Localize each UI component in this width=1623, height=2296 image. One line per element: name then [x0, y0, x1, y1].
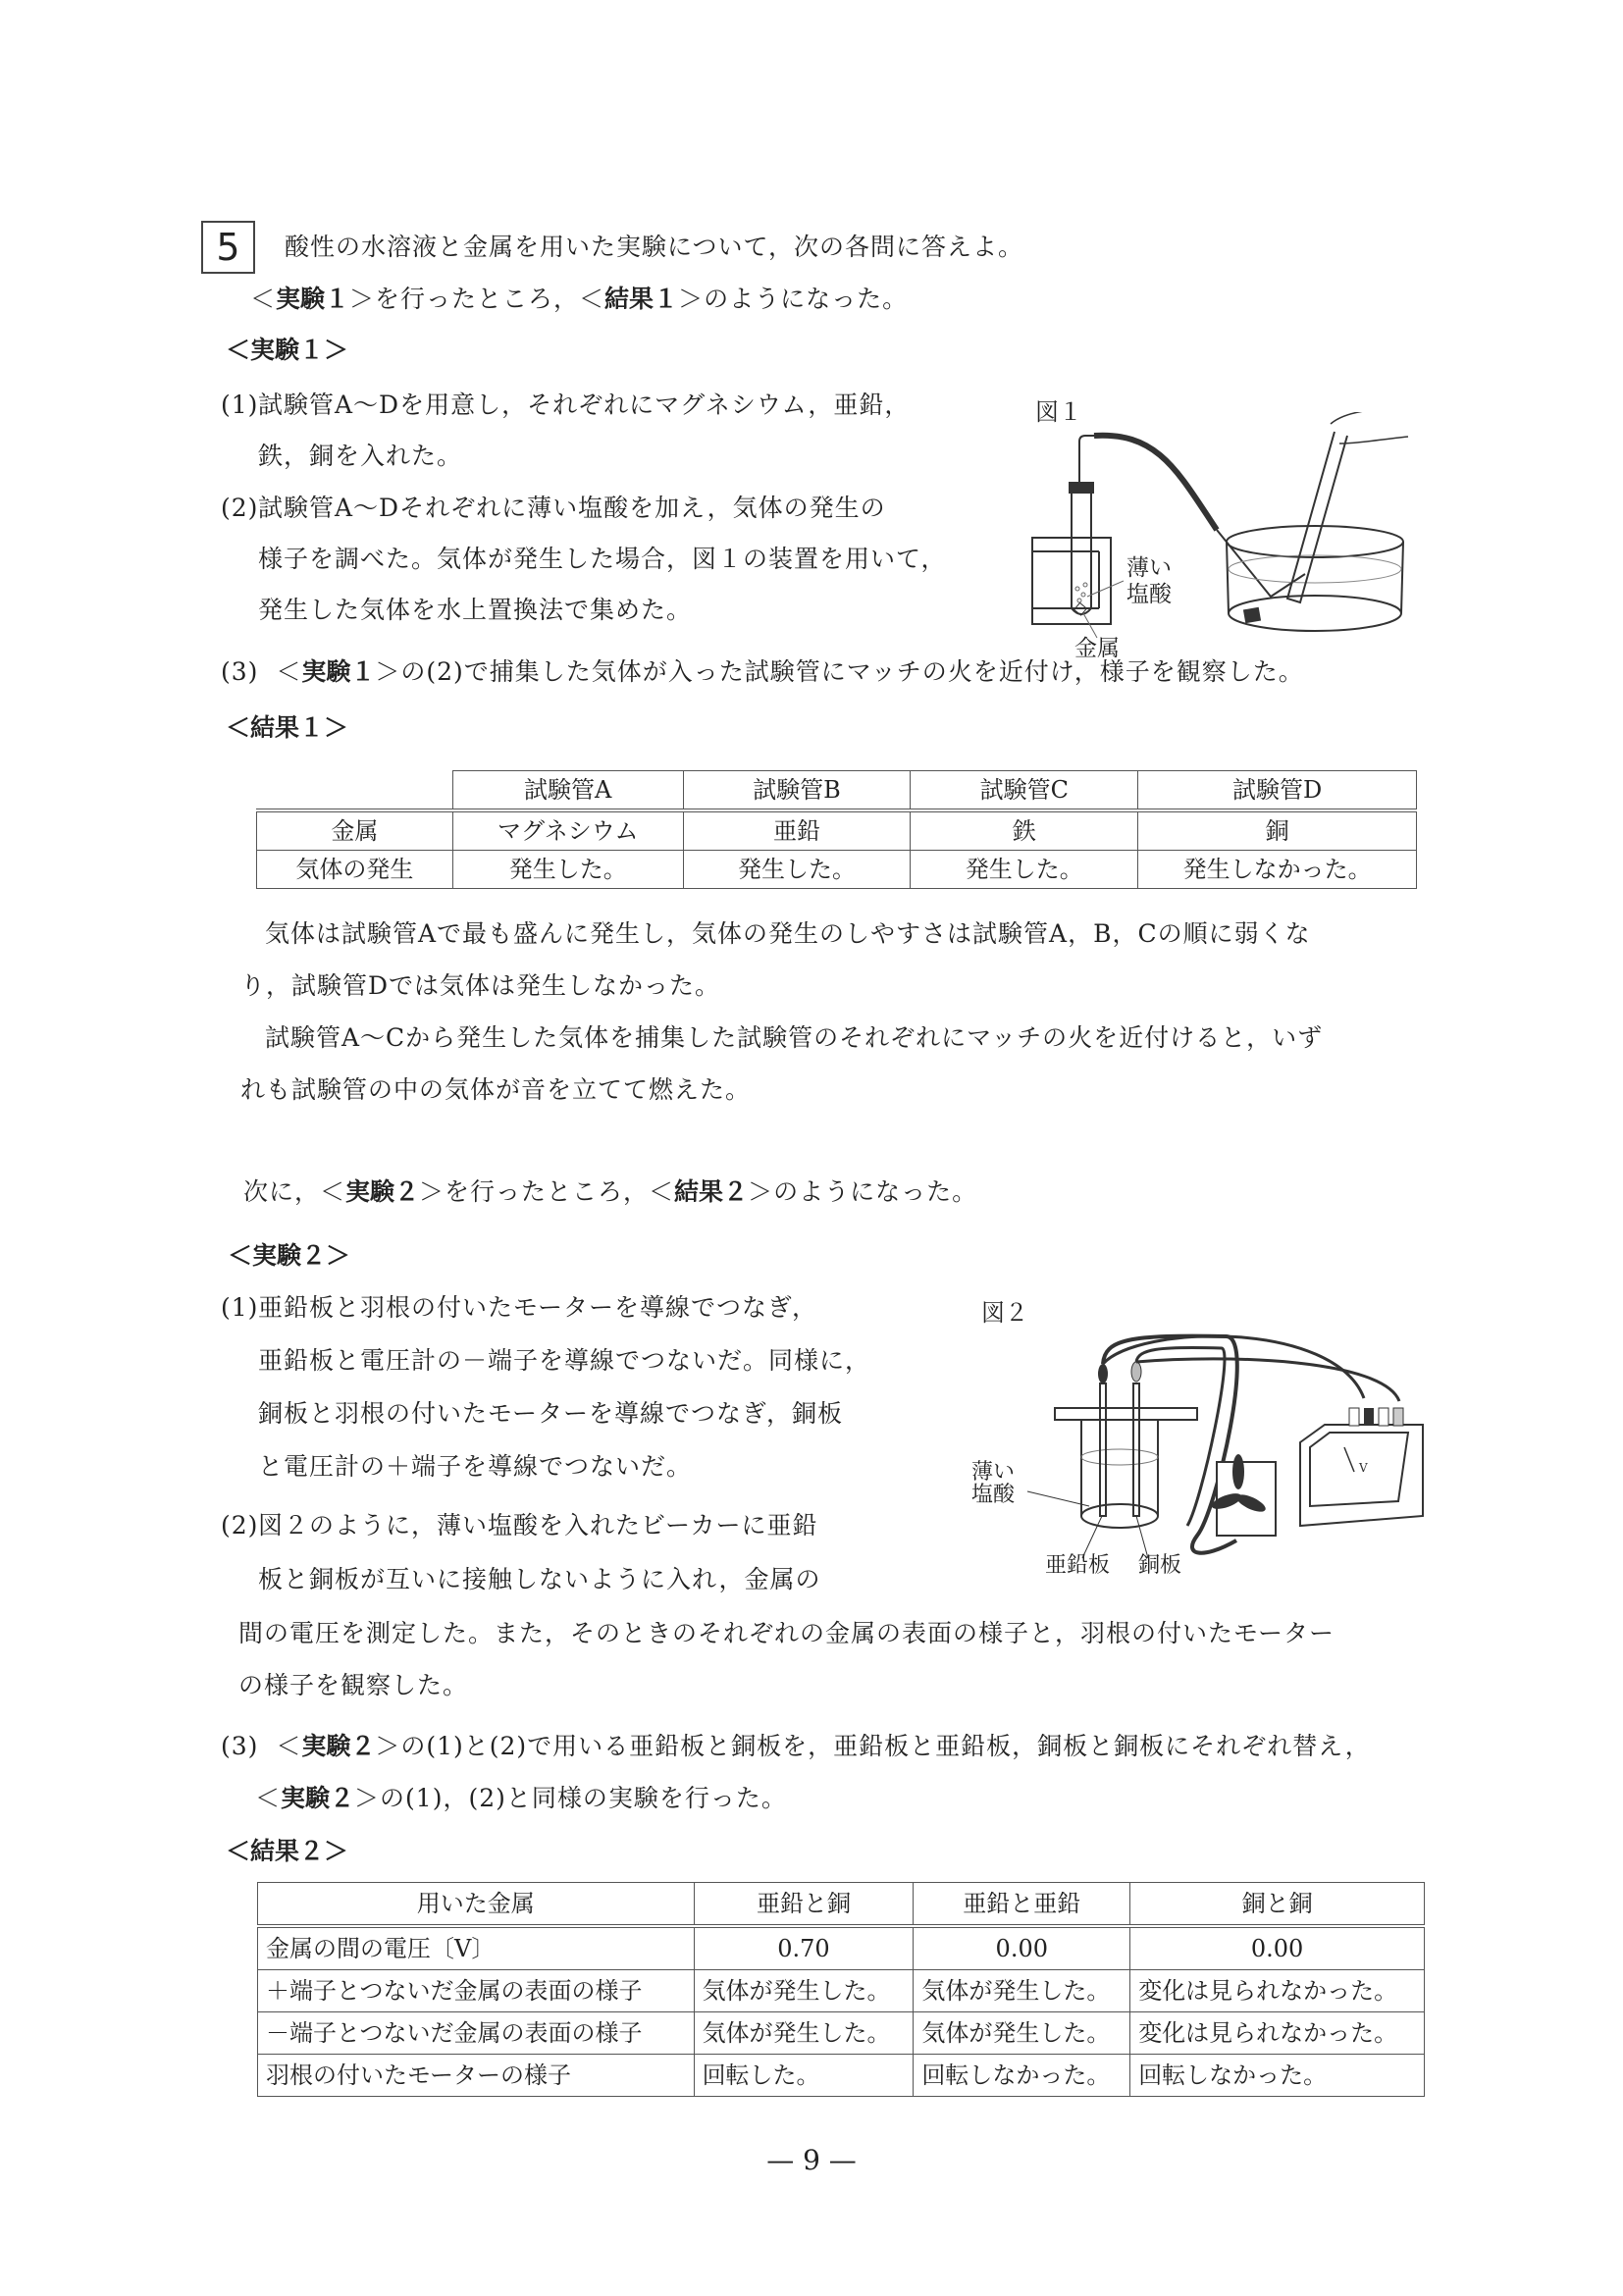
table-cell: 気体が発生した。 [694, 1970, 914, 2012]
question-number: 5 [216, 226, 240, 269]
result1-paragraph2-line2: れも試験管の中の気体が音を立てて燃えた。 [240, 1075, 752, 1104]
table-cell: 気体が発生した。 [914, 1970, 1130, 2012]
table-cell: 0.00 [914, 1926, 1130, 1970]
column-header: 試験管D [1138, 771, 1417, 811]
lead-text: ＞を行ったところ，＜ [419, 1177, 675, 1206]
step-text: ＞の(1)と(2)で用いる亜鉛板と銅板を，亜鉛板と亜鉛板，銅板と銅板にそれぞれ替え， [375, 1732, 1371, 1760]
step-text: ＜ [255, 1784, 282, 1812]
figure2-label-copper-plate: 銅板 [1138, 1553, 1182, 1578]
table-cell: 気体が発生した。 [914, 2012, 1130, 2055]
exp2-step1-line1: 亜鉛板と羽根の付いたモーターを導線でつなぎ， [258, 1293, 818, 1322]
table-cell: 0.00 [1130, 1926, 1425, 1970]
figure1-title: 図１ [1035, 398, 1082, 426]
exp2-step1-line3: 銅板と羽根の付いたモーターを導線でつなぎ，銅板 [258, 1399, 844, 1428]
exp1-step2-line3: 発生した気体を水上置換法で集めた。 [258, 596, 693, 624]
lead-experiment-ref: 実験２ [345, 1177, 420, 1206]
result1-paragraph2-line1: 試験管A～Cから発生した気体を捕集した試験管のそれぞれにマッチの火を近付けると，いず [265, 1023, 1324, 1052]
question-number-box [201, 221, 255, 274]
table-cell: 回転した。 [694, 2055, 914, 2097]
table-cell: 0.70 [694, 1926, 914, 1970]
column-header: 亜鉛と銅 [694, 1883, 914, 1927]
exp2-step2-line3: 間の電圧を測定した。また，そのときのそれぞれの金属の表面の様子と，羽根の付いたモーター [238, 1619, 1335, 1647]
figure2-voltaic-cell-apparatus [971, 1315, 1433, 1580]
column-header: 試験管A [452, 771, 683, 811]
table-cell: 鉄 [911, 810, 1138, 851]
table-header-row [258, 1883, 1425, 1927]
table-cell: 変化は見られなかった。 [1130, 1970, 1425, 2012]
column-header: 試験管C [911, 771, 1138, 811]
table-corner [257, 771, 453, 811]
table-cell: 発生した。 [452, 851, 683, 889]
experiment-ref: 実験２ [281, 1784, 355, 1812]
table-row [258, 1926, 1425, 1970]
clip-icon [1131, 1362, 1141, 1382]
lead-text: ＞のようになった。 [748, 1177, 978, 1206]
result1-paragraph1-line1: 気体は試験管Aで最も盛んに発生し，気体の発生のしやすさは試験管A，B，Cの順に弱くな [265, 919, 1311, 948]
voltmeter-icon [1300, 1408, 1423, 1526]
table-row [258, 2055, 1425, 2097]
experiment1-lead [250, 285, 908, 314]
exp2-step2-line1: 図２のように，薄い塩酸を入れたビーカーに亜鉛 [258, 1511, 818, 1539]
column-header: 用いた金属 [258, 1883, 695, 1927]
result1-heading: ＜結果１＞ [226, 713, 349, 742]
exp2-step1-line4: と電圧計の＋端子を導線でつないだ。 [258, 1452, 693, 1481]
exp1-step2-line1: 試験管A～Dそれぞれに薄い塩酸を加え，気体の発生の [258, 494, 886, 522]
experiment1-heading: ＜実験１＞ [226, 336, 349, 364]
figure2-title: 図２ [981, 1299, 1028, 1327]
row-label: 金属 [257, 810, 453, 851]
table-header-row [257, 771, 1417, 811]
table-cell: 銅 [1138, 810, 1417, 851]
table-cell: 変化は見られなかった。 [1130, 2012, 1425, 2055]
row-label: －端子とつないだ金属の表面の様子 [258, 2012, 695, 2055]
result2-table [257, 1882, 1425, 2097]
exp2-step3-line2 [255, 1784, 787, 1813]
wire-icon [1136, 1359, 1399, 1401]
lead-text: 次に，＜ [243, 1177, 346, 1206]
column-header: 亜鉛と亜鉛 [914, 1883, 1130, 1927]
table-row [258, 1970, 1425, 2012]
table-cell: 回転しなかった。 [1130, 2055, 1425, 2097]
column-header: 銅と銅 [1130, 1883, 1425, 1927]
table-row [257, 810, 1417, 851]
lead-result-ref: 結果２ [674, 1177, 749, 1206]
figure2-label-acid-2: 塩酸 [971, 1483, 1016, 1507]
table-cell: 回転しなかった。 [914, 2055, 1130, 2097]
table-cell: 発生した。 [911, 851, 1138, 889]
test-tube-icon [1070, 436, 1094, 614]
row-label: ＋端子とつないだ金属の表面の様子 [258, 1970, 695, 2012]
experiment-ref: 実験２ [301, 1732, 376, 1760]
exp1-step3 [221, 657, 1304, 687]
row-label: 気体の発生 [257, 851, 453, 889]
table-row [257, 851, 1417, 889]
lead-text: ＞を行ったところ，＜ [349, 285, 605, 313]
fan-motor-icon [1210, 1454, 1276, 1536]
step-number: (3) [221, 657, 259, 686]
exp2-step1-num: (1) [221, 1293, 259, 1322]
exp1-step2-line2: 様子を調べた。気体が発生した場合，図１の装置を用いて， [258, 545, 947, 573]
result1-paragraph1-line2: り，試験管Dでは気体は発生しなかった。 [240, 971, 721, 1000]
lead-result-ref: 結果１ [604, 285, 679, 313]
experiment2-heading: ＜実験２＞ [228, 1241, 351, 1270]
clip-icon [1098, 1364, 1108, 1383]
exp2-step2-line4: の様子を観察した。 [238, 1671, 469, 1699]
step-text: ＜ [276, 1732, 302, 1760]
experiment2-lead [243, 1177, 977, 1207]
rubber-hose-icon [1094, 436, 1217, 530]
table-cell: マグネシウム [452, 810, 683, 851]
exp1-step2-num: (2) [221, 494, 259, 522]
result1-table [256, 770, 1417, 889]
row-label: 金属の間の電圧〔V〕 [258, 1926, 695, 1970]
exp1-step1-line1: 試験管A～Dを用意し，それぞれにマグネシウム，亜鉛， [258, 391, 911, 419]
collection-tube-icon [1287, 432, 1347, 602]
lead-text: ＞のようになった。 [678, 285, 909, 313]
figure2-label-acid-1: 薄い [971, 1460, 1016, 1485]
result2-heading: ＜結果２＞ [226, 1837, 349, 1865]
figure1-label-metal: 金属 [1074, 636, 1120, 657]
lead-text: ＜ [250, 285, 277, 313]
exp1-step1-line2: 鉄，銅を入れた。 [258, 442, 463, 470]
question-intro: 酸性の水溶液と金属を用いた実験について，次の各問に答えよ。 [285, 233, 1024, 261]
hand-icon [1331, 412, 1408, 444]
table-cell: 発生しなかった。 [1138, 851, 1417, 889]
table-cell: 気体が発生した。 [694, 2012, 914, 2055]
exp2-step3-line1 [221, 1732, 1371, 1761]
lead-experiment-ref: 実験１ [276, 285, 350, 313]
step-text: ＞の(1)，(2)と同様の実験を行った。 [354, 1784, 787, 1812]
page-number: — 9 — [766, 2144, 857, 2176]
step-number: (3) [221, 1732, 259, 1760]
figure1-gas-collection-apparatus [1021, 412, 1433, 657]
svg-text:V: V [1359, 1461, 1368, 1475]
exp2-step2-num: (2) [221, 1511, 259, 1539]
beaker-icon [1055, 1408, 1197, 1528]
row-label: 羽根の付いたモーターの様子 [258, 2055, 695, 2097]
column-header: 試験管B [683, 771, 911, 811]
exp2-step1-line2: 亜鉛板と電圧計の－端子を導線でつないだ。同様に， [258, 1346, 871, 1375]
figure1-label-acid-1: 薄い [1126, 555, 1172, 581]
step-text: ＞の(2)で捕集した気体が入った試験管にマッチの火を近付け，様子を観察した。 [375, 657, 1304, 686]
figure1-label-acid-2: 塩酸 [1126, 582, 1172, 607]
experiment-ref: 実験１ [301, 657, 376, 686]
figure2-label-zinc-plate: 亜鉛板 [1045, 1553, 1111, 1578]
exp2-step2-line2: 板と銅板が互いに接触しないように入れ，金属の [258, 1565, 821, 1593]
table-row [258, 2012, 1425, 2055]
exp1-step1-num: (1) [221, 391, 259, 419]
step-text: ＜ [276, 657, 302, 686]
table-cell: 発生した。 [683, 851, 911, 889]
table-cell: 亜鉛 [683, 810, 911, 851]
